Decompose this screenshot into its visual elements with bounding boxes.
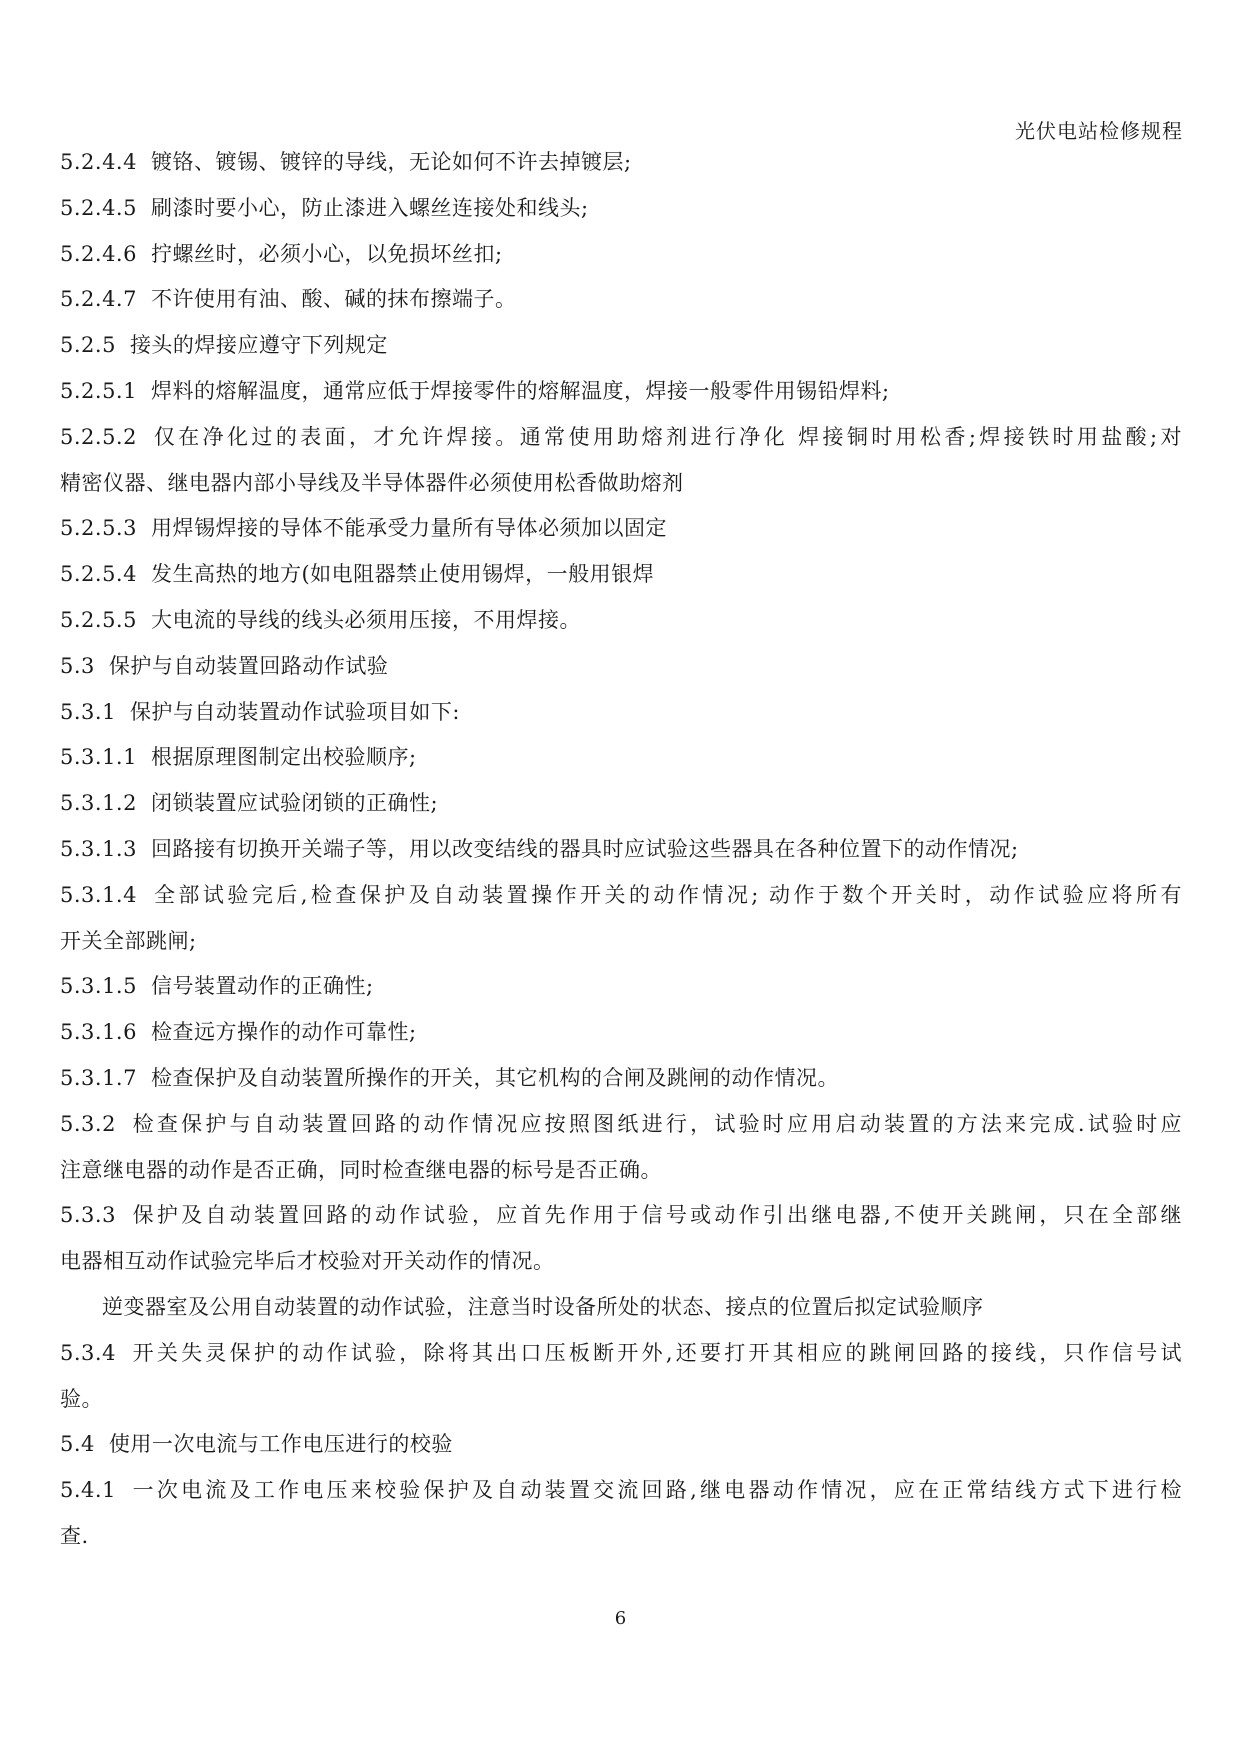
section-number: 5.2.5 (60, 333, 116, 358)
text-line (60, 1285, 1182, 1331)
line-text: 发生高热的地方(如电阻器禁止使用锡焊，一般用银焊 (150, 562, 655, 587)
text-line (60, 1102, 1182, 1148)
line-text: 逆变器室及公用自动装置的动作试验，注意当时设备所处的状态、接点的位置后拟定试验顺序 (102, 1294, 984, 1319)
page-header-title: 光伏电站检修规程 (1015, 119, 1183, 143)
text-line (60, 232, 1182, 278)
line-text: 使用一次电流与工作电压进行的校验 (108, 1432, 453, 1457)
text-line (60, 690, 1182, 736)
text-line (60, 186, 1182, 232)
line-text: 检查保护与自动装置回路的动作情况应按照图纸进行，试验时应用启动装置的方法来完成.试验时应 (129, 1111, 1182, 1136)
text-line (60, 1239, 1182, 1285)
text-line (60, 1056, 1182, 1102)
line-text: 焊料的熔解温度，通常应低于焊接零件的熔解温度，焊接一般零件用锡铅焊料; (150, 378, 890, 403)
line-text: 检查远方操作的动作可靠性; (150, 1020, 417, 1045)
section-number: 5.2.5.1 (60, 378, 137, 403)
text-line (60, 1514, 1182, 1560)
line-text: 拧螺丝时，必须小心，以免损坏丝扣; (150, 241, 503, 266)
section-number: 5.2.5.5 (60, 607, 137, 632)
line-text: 开关失灵保护的动作试验，除将其出口压板断开外,还要打开其相应的跳闸回路的接线，只作信号试 (129, 1340, 1182, 1365)
section-number: 5.2.5.2 (60, 424, 137, 449)
line-text: 开关全部跳闸; (60, 928, 197, 953)
line-text: 回路接有切换开关端子等，用以改变结线的器具时应试验这些器具在各种位置下的动作情况; (150, 836, 1019, 861)
text-line (60, 644, 1182, 690)
line-text: 闭锁装置应试验闭锁的正确性; (150, 791, 439, 816)
line-text: 检查保护及自动装置所操作的开关，其它机构的合闸及跳闸的动作情况。 (150, 1065, 839, 1090)
text-line (60, 873, 1182, 919)
document-body (60, 140, 1182, 1560)
text-line (60, 140, 1182, 186)
text-line (60, 415, 1182, 461)
section-number: 5.3.1.4 (60, 882, 137, 907)
line-text: 电器相互动作试验完毕后才校验对开关动作的情况。 (60, 1249, 555, 1274)
text-line (60, 277, 1182, 323)
section-number: 5.3.1.6 (60, 1020, 137, 1045)
text-line (60, 1148, 1182, 1194)
line-text: 大电流的导线的线头必须用压接，不用焊接。 (150, 607, 581, 632)
section-number: 5.3.4 (60, 1340, 116, 1365)
line-text: 刷漆时要小心，防止漆进入螺丝连接处和线头; (150, 195, 589, 220)
section-number: 5.3.1.7 (60, 1065, 137, 1090)
line-text: 精密仪器、继电器内部小导线及半导体器件必须使用松香做助熔剂 (60, 470, 684, 495)
line-text: 验。 (60, 1386, 103, 1411)
text-line (60, 598, 1182, 644)
section-number: 5.2.4.4 (60, 150, 137, 174)
section-number: 5.3.1 (60, 699, 116, 724)
line-text: 全部试验完后,检查保护及自动装置操作开关的动作情况; 动作于数个开关时，动作试验应将所有 (150, 882, 1182, 907)
line-text: 保护及自动装置回路的动作试验，应首先作用于信号或动作引出继电器,不使开关跳闸，只在全部继 (129, 1203, 1182, 1228)
line-text: 仅在净化过的表面，才允许焊接。通常使用助熔剂进行净化 焊接铜时用松香;焊接铁时用盐酸;对 (150, 424, 1182, 449)
section-number: 5.3 (60, 653, 95, 678)
line-text: 查. (60, 1523, 89, 1548)
line-text: 注意继电器的动作是否正确，同时检查继电器的标号是否正确。 (60, 1157, 662, 1182)
text-line (60, 1193, 1182, 1239)
page-number: 6 (614, 1608, 627, 1629)
section-number: 5.3.2 (60, 1111, 116, 1136)
text-line (60, 919, 1182, 965)
text-line (60, 1422, 1182, 1468)
text-line (60, 1010, 1182, 1056)
section-number: 5.3.1.3 (60, 836, 137, 861)
section-number: 5.2.4.6 (60, 241, 137, 266)
text-line (60, 827, 1182, 873)
text-line (60, 1331, 1182, 1377)
text-line (60, 552, 1182, 598)
text-line (60, 735, 1182, 781)
line-text: 不许使用有油、酸、碱的抹布擦端子。 (150, 287, 517, 312)
line-text: 一次电流及工作电压来校验保护及自动装置交流回路,继电器动作情况，应在正常结线方式下进行检 (129, 1478, 1182, 1503)
line-text: 信号装置动作的正确性; (150, 974, 374, 999)
text-line (60, 369, 1182, 415)
text-line (60, 506, 1182, 552)
line-text: 根据原理图制定出校验顺序; (150, 745, 417, 770)
section-number: 5.3.1.5 (60, 974, 137, 999)
text-line (60, 964, 1182, 1010)
section-number: 5.2.5.4 (60, 562, 137, 587)
text-line (60, 781, 1182, 827)
section-number: 5.3.3 (60, 1203, 116, 1228)
line-text: 保护与自动装置动作试验项目如下: (129, 699, 461, 724)
text-line (60, 1377, 1182, 1423)
line-text: 镀铬、镀锡、镀锌的导线，无论如何不许去掉镀层; (150, 150, 632, 174)
section-number: 5.2.5.3 (60, 516, 137, 541)
section-number: 5.4.1 (60, 1478, 116, 1503)
section-number: 5.3.1.1 (60, 745, 137, 770)
line-text: 接头的焊接应遵守下列规定 (129, 333, 388, 358)
line-text: 保护与自动装置回路动作试验 (108, 653, 389, 678)
section-number: 5.2.4.5 (60, 195, 137, 220)
section-number: 5.3.1.2 (60, 791, 137, 816)
line-text: 用焊锡焊接的导体不能承受力量所有导体必须加以固定 (150, 516, 667, 541)
text-line (60, 1468, 1182, 1514)
section-number: 5.4 (60, 1432, 95, 1457)
text-line (60, 461, 1182, 507)
text-line (60, 323, 1182, 369)
section-number: 5.2.4.7 (60, 287, 137, 312)
